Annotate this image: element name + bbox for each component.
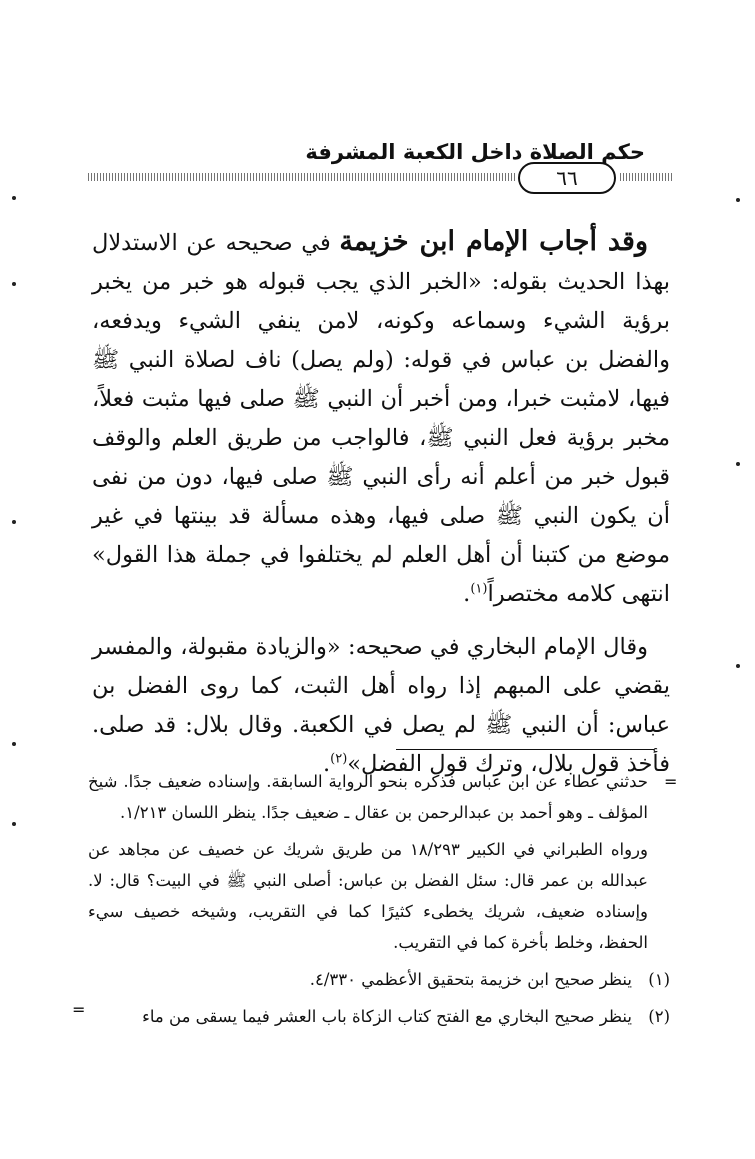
main-text [92,222,670,784]
footnote-continuation: حدثني عطاء عن ابن عباس فذكره بنحو الرواية السابقة. وإسناده ضعيف جدًا. شيخ المؤلف ـ وهو أحمد بن عبدالرحمن بن عقال ـ ضعيف جدًا. ينظر اللسان ١/٢١٣. [88,772,648,822]
scan-speck [12,282,16,286]
end-mark: . [463,581,471,607]
scan-speck [12,520,16,524]
scan-speck [736,198,740,202]
continued-from-marker: = [664,772,678,791]
footnote-divider [396,749,654,750]
end-mark: . [322,751,331,777]
scan-speck [12,196,16,200]
footnote-text: ينظر صحيح البخاري مع الفتح كتاب الزكاة باب العشر فيما يسقى من ماء [142,1007,632,1026]
paragraph-text: في صحيحه عن الاستدلال بهذا الحديث بقوله: «الخبر الذي يجب قبوله هو خبر من يخبر برؤية الشيء وسماعه وكونه، لامن ينفي الشيء ويدفعه، والفضل بن عباس في قوله: (ولم يصل) ناف لصلاة النبي ﷺ فيها، لامثبت خبرا، ومن أخبر أن النبي ﷺ صلى فيها مثبت فعلاً، مخبر برؤية فعل النبي ﷺ، فالواجب من طريق العلم والوقف قبول خبر من أعلم أنه رأى النبي ﷺ صلى فيها، دون من نفى أن يكون النبي ﷺ صلى فيها، وهذه مسألة قد بينتها في غير موضع من كتبنا أن أهل العلم لم يختلفوا في جملة هذا القول» انتهى كلامه مختصراً [92,230,670,607]
footnote-item-2 [88,1001,670,1032]
footnote-text: ينظر صحيح ابن خزيمة بتحقيق الأعظمي ٤/٣٣٠. [309,970,632,989]
paragraph-lead: وقد أجاب الإمام ابن خزيمة [339,226,648,257]
paragraph-text: وقال الإمام البخاري في صحيحه: «والزيادة مقبولة، والمفسر يقضي على المبهم إذا رواه أهل الثبت، كما روى الفضل بن عباس: أن النبي ﷺ لم يصل في الكعبة. وقال بلال: قد صلى. فأخذ قول بلال، وترك قول الفضل» [92,634,670,777]
footnote-ref-2[interactable]: (٢) [330,751,348,767]
continues-marker: = [72,1000,86,1019]
scan-speck [736,462,740,466]
scan-speck [12,742,16,746]
footnote-number: (٢) [648,1007,670,1026]
footnote-item-1 [88,964,670,995]
header-rule-right [620,173,672,181]
footnote-number: (١) [648,970,670,989]
running-header-title: حكم الصلاة داخل الكعبة المشرفة [305,140,645,164]
footnotes [88,766,670,1038]
paragraph-ibn-khuzaymah [92,222,670,614]
scan-speck [736,664,740,668]
scan-speck [12,822,16,826]
page-number: ٦٦ [518,162,616,194]
footnote-ref-1[interactable]: (١) [470,581,488,597]
paragraph-bukhari [92,628,670,784]
footnote-continuation: ورواه الطبراني في الكبير ١٨/٢٩٣ من طريق شريك عن خصيف عن مجاهد عن عبدالله بن عمر قال: سئل الفضل بن عباس: أصلى النبي ﷺ في البيت؟ قال: لا. وإسناده ضعيف، شريك يخطىء كثيرًا كما في التقريب، وشيخه خصيف سيء الحفظ، وخلط بأخرة كما في التقريب. [88,840,648,952]
header-rule-left [88,173,516,181]
